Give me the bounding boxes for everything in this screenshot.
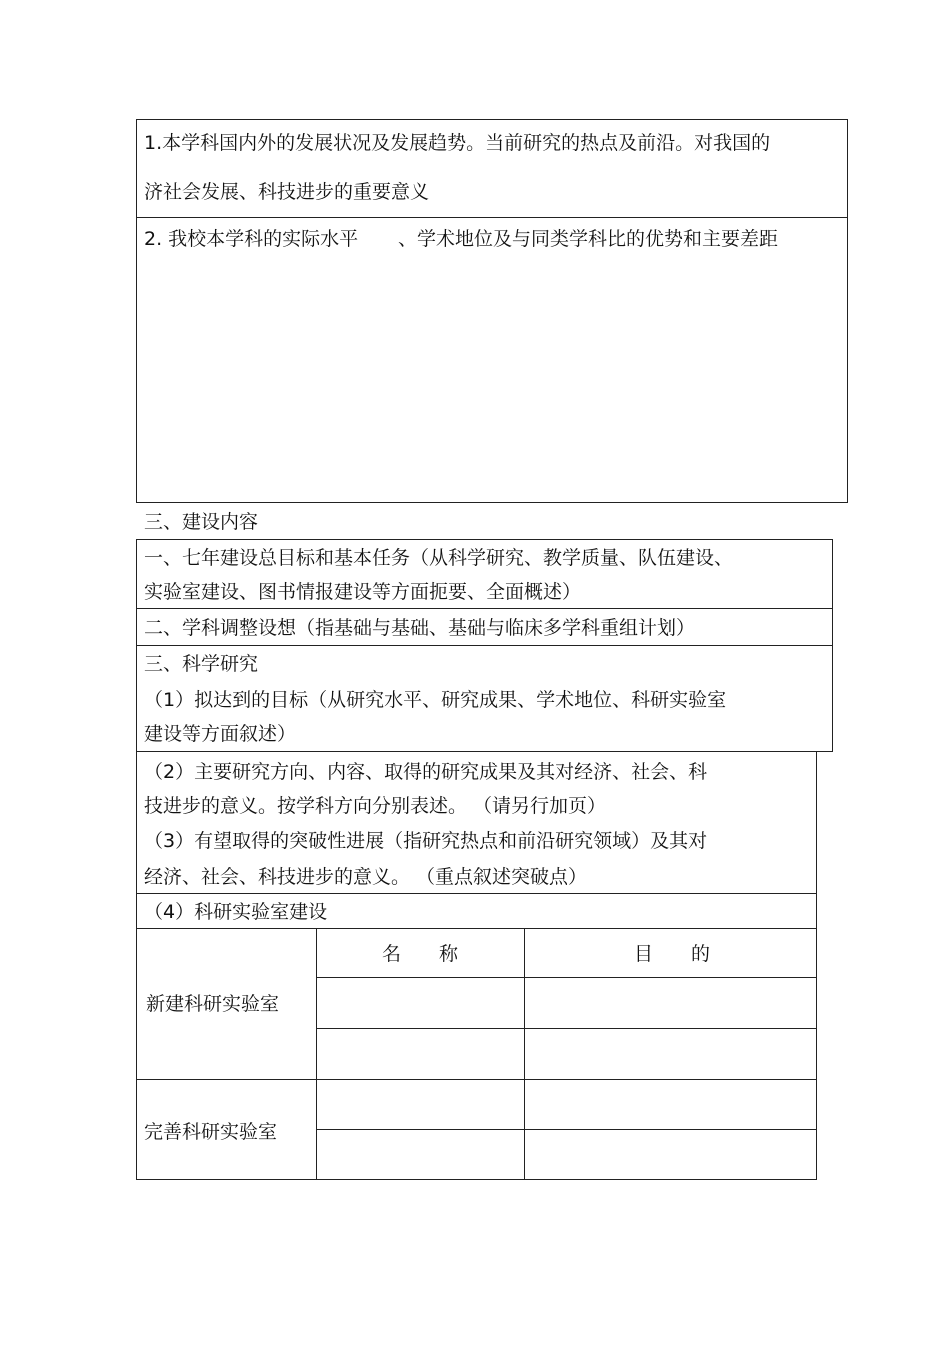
lab-table-row-new: 新建科研实验室 — [146, 993, 280, 1015]
item2-label-b: 、学术地位及与同类学科比的优势和主要差距 — [398, 228, 779, 250]
research-3-line1: （3）有望取得的突破性进展（指研究热点和前沿研究领域）及其对 — [144, 830, 708, 852]
item-divider — [136, 217, 848, 218]
research-2-line2: 技进步的意义。按学科方向分别表述。 （请另行加页） — [144, 795, 607, 817]
lab-table-header-name: 名 称 — [382, 943, 459, 965]
lab-table-row-improve: 完善科研实验室 — [144, 1121, 278, 1143]
goal-line1: 一、七年建设总目标和基本任务（从科学研究、教学质量、队伍建设、 — [144, 547, 734, 569]
adjust-divider — [136, 645, 833, 646]
research-3-line2: 经济、社会、科技进步的意义。 （重点叙述突破点） — [144, 866, 588, 888]
research-1-line1: （1）拟达到的目标（从研究水平、研究成果、学术地位、科研实验室 — [144, 689, 727, 711]
research-title: 三、科学研究 — [144, 653, 259, 675]
development-status-box — [136, 119, 848, 503]
lab-table-header-divider — [316, 977, 817, 978]
construction-content-heading: 三、建设内容 — [144, 511, 259, 533]
research-4-title: （4）科研实验室建设 — [144, 901, 328, 923]
lab-table-header-purpose: 目 的 — [634, 943, 711, 965]
lab-table-bottom-border — [136, 1179, 817, 1180]
lab-table-col2-divider — [524, 928, 525, 1180]
lab-table-group-divider — [136, 1079, 817, 1080]
adjustment-plan: 二、学科调整设想（指基础与基础、基础与临床多学科重组计划） — [144, 617, 696, 639]
lab-table-new-row-divider — [316, 1028, 817, 1029]
research-4-top-border — [136, 893, 817, 894]
right-border-upper — [816, 752, 817, 1180]
item1-line1: 1.本学科国内外的发展状况及发展趋势。当前研究的热点及前沿。对我国的 — [144, 132, 771, 154]
lab-table-col1-divider — [316, 928, 317, 1180]
left-border-lower — [136, 752, 137, 1180]
item1-line2: 济社会发展、科技进步的重要意义 — [144, 181, 430, 203]
lab-table-improve-row-divider — [316, 1129, 817, 1130]
research-1-line2: 建设等方面叙述） — [144, 723, 297, 745]
goals-divider — [136, 608, 833, 609]
goal-line2: 实验室建设、图书情报建设等方面扼要、全面概述） — [144, 581, 582, 603]
research-2-line1: （2）主要研究方向、内容、取得的研究成果及其对经济、社会、科 — [144, 761, 708, 783]
item2-label-a: 2. 我校本学科的实际水平 — [144, 228, 359, 250]
lab-table-top-border — [136, 928, 817, 929]
